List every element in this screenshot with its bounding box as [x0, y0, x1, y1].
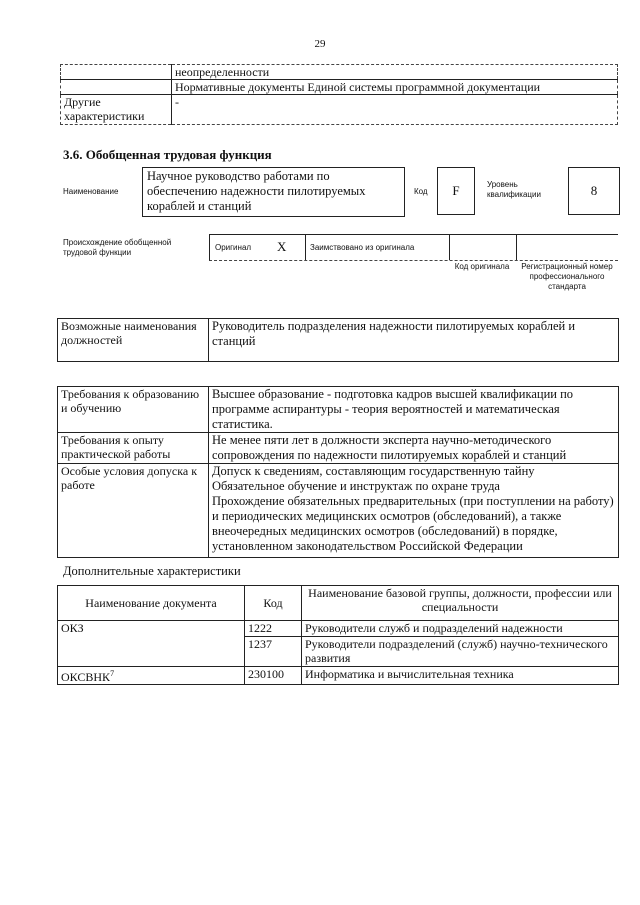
code-value: F	[452, 183, 460, 198]
level-value-box	[568, 167, 620, 215]
additional-code: 1222	[245, 621, 302, 637]
additional-doc	[58, 667, 245, 685]
req-education-value: Высшее образование - подготовка кадров высшей квалификации по программе аспирантуры - теория вероятностей и математическая статистика.	[209, 387, 619, 433]
positions-label: Возможные наименования должностей	[58, 319, 209, 362]
additional-doc	[58, 637, 245, 667]
req-education-label: Требования к образованию и обучению	[58, 387, 209, 433]
req-special-line: Допуск к сведениям, составляющим государственную тайну	[212, 464, 535, 478]
additional-name: Информатика и вычислительная техника	[302, 667, 619, 685]
footnote-ref: 7	[110, 669, 115, 678]
requirements-table	[57, 386, 619, 558]
additional-header-name: Наименование базовой группы, должности, профессии или специальности	[302, 586, 619, 621]
top-table	[60, 64, 618, 125]
section-heading: 3.6. Обобщенная трудовая функция	[63, 147, 272, 162]
reg-caption: Регистрационный номер профессионального стандарта	[521, 262, 613, 291]
additional-code: 230100	[245, 667, 302, 685]
level-label: Уровень квалификации	[487, 180, 541, 199]
additional-header-code: Код	[245, 586, 302, 621]
code-caption: Код оригинала	[454, 262, 510, 271]
top-table-value-1: неопределенности	[172, 65, 618, 80]
positions-table	[57, 318, 619, 362]
positions-value: Руководитель подразделения надежности пилотируемых кораблей и станций	[209, 319, 619, 362]
additional-header-doc: Наименование документа	[58, 586, 245, 621]
naming-value-box	[142, 167, 405, 217]
origin-label: Происхождение обобщенной трудовой функции	[63, 238, 172, 257]
top-table-value-2: Нормативные документы Единой системы программной документации	[172, 80, 618, 95]
origin-box	[209, 234, 618, 261]
naming-label: Наименование	[63, 187, 119, 196]
top-table-label-cell	[61, 65, 172, 80]
top-table-label-cell	[61, 80, 172, 95]
original-label: Оригинал	[215, 243, 252, 252]
naming-value: Научное руководство работами по обеспечению надежности пилотируемых кораблей и станций	[147, 169, 366, 213]
top-table-label-other: Другие характеристики	[61, 95, 172, 125]
origin-divider-1	[305, 235, 306, 260]
req-special-line: Прохождение обязательных предварительных (при поступлении на работу) и периодических медицинских осмотров (обследований), а также внеочередных медицинских осмотров (обследований) в порядке, установленном законодательством Российской Федерации	[212, 494, 614, 553]
additional-doc: ОКЗ	[58, 621, 245, 637]
req-experience-label: Требования к опыту практической работы	[58, 433, 209, 464]
code-value-box	[437, 167, 475, 215]
additional-name: Руководители подразделений (служб) научно-технического развития	[302, 637, 619, 667]
origin-divider-2	[449, 235, 450, 260]
page-number: 29	[314, 38, 326, 50]
additional-table	[57, 585, 619, 685]
level-value: 8	[590, 183, 598, 198]
req-special-line: Обязательное обучение и инструктаж по охране труда	[212, 479, 500, 493]
table-row	[58, 637, 619, 667]
origin-divider-3	[516, 235, 517, 260]
borrowed-label: Заимствовано из оригинала	[310, 243, 415, 252]
additional-code: 1237	[245, 637, 302, 667]
additional-doc-text: ОКСВНК	[61, 670, 111, 684]
req-experience-value: Не менее пяти лет в должности эксперта научно-методического сопровождения по надежности пилотируемых кораблей и станций	[209, 433, 619, 464]
req-special-value	[209, 464, 619, 558]
additional-title: Дополнительные характеристики	[63, 564, 241, 578]
original-mark: X	[277, 239, 287, 254]
additional-name: Руководители служб и подразделений надежности	[302, 621, 619, 637]
req-special-label: Особые условия допуска к работе	[58, 464, 209, 558]
top-table-value-other: -	[172, 95, 618, 125]
table-row	[58, 667, 619, 685]
table-row	[58, 621, 619, 637]
code-label: Код	[414, 187, 428, 196]
